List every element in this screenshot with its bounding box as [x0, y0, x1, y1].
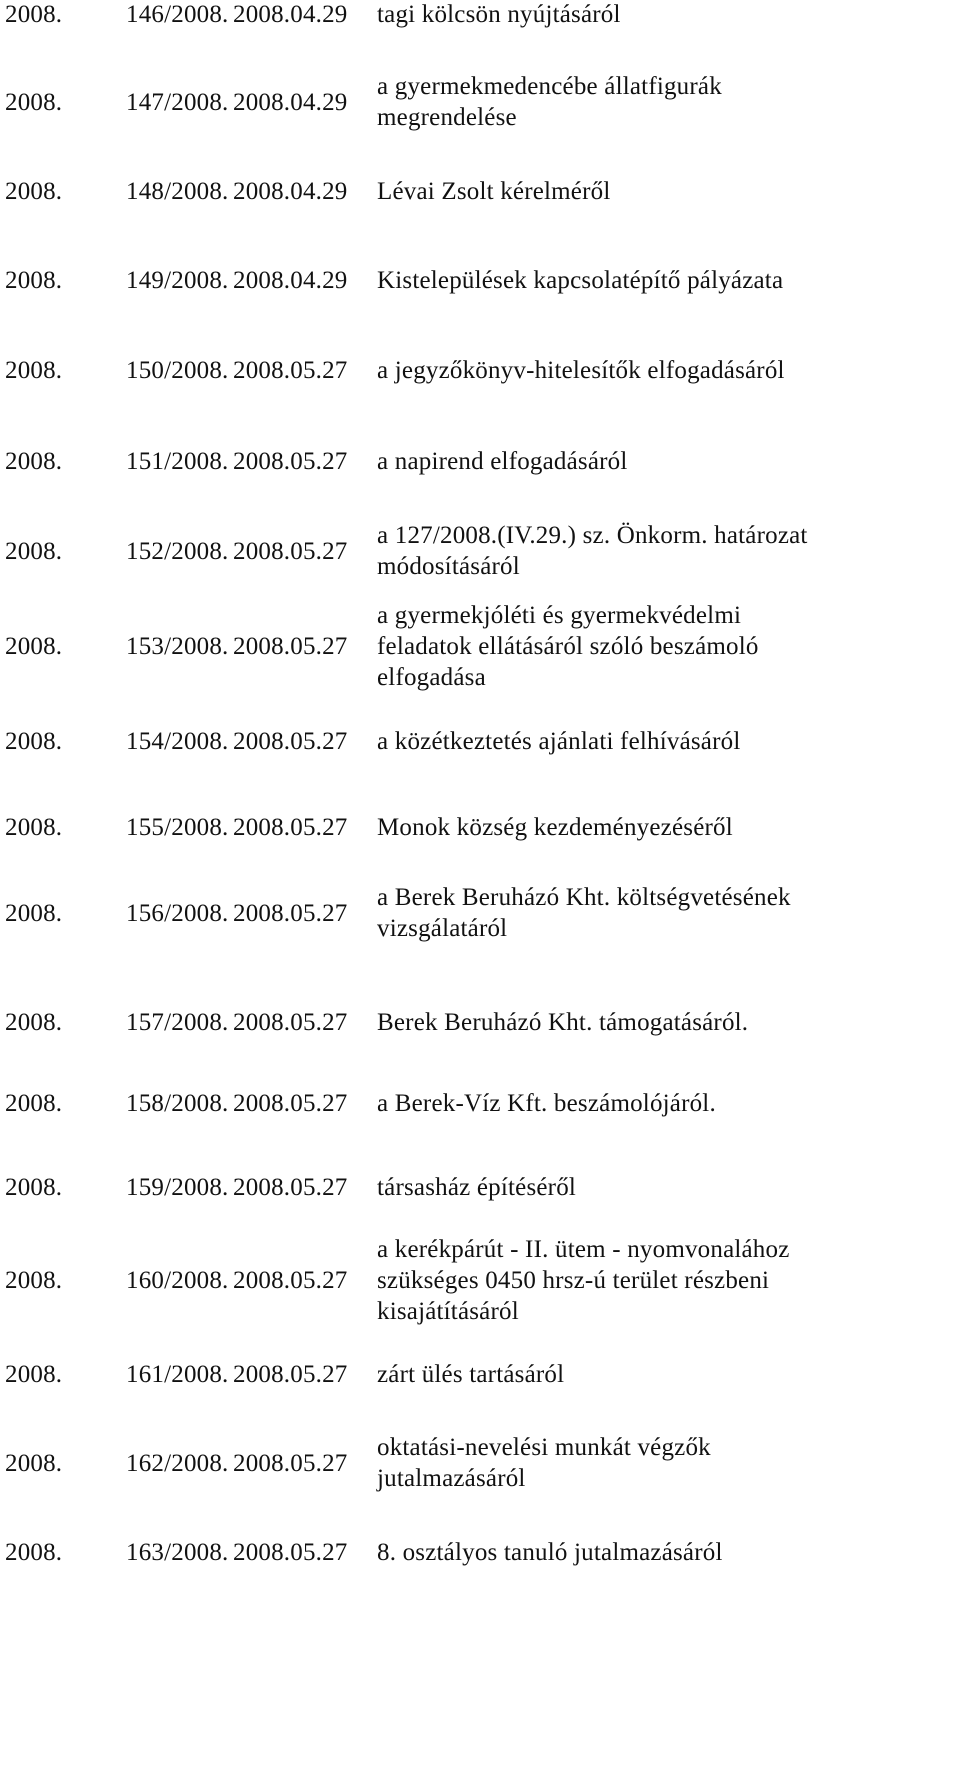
resolution-number: 146/2008.	[126, 0, 229, 28]
resolution-title-line: Monok község kezdeményezéséről	[377, 813, 733, 841]
resolution-date: 2008.05.27	[233, 899, 348, 927]
resolution-title-line: oktatási-nevelési munkát végzők	[377, 1434, 711, 1461]
resolution-title-line: a Berek Beruházó Kht. költségvetésének	[377, 884, 791, 911]
resolution-date: 2008.05.27	[233, 1449, 348, 1477]
resolution-number: 149/2008.	[126, 266, 229, 294]
resolution-title-line: tagi kölcsön nyújtásáról	[377, 0, 621, 28]
resolution-title	[377, 265, 957, 296]
resolution-number: 159/2008.	[126, 1173, 229, 1201]
resolution-year: 2008.	[5, 1360, 63, 1388]
resolution-year: 2008.	[5, 632, 63, 660]
resolution-date: 2008.05.27	[233, 1173, 348, 1201]
resolution-date: 2008.04.29	[233, 266, 348, 294]
resolution-year: 2008.	[5, 727, 63, 755]
resolution-title-line: vizsgálatáról	[377, 915, 508, 942]
resolution-title	[377, 1172, 957, 1203]
resolution-year: 2008.	[5, 1449, 63, 1477]
resolution-year: 2008.	[5, 266, 63, 294]
resolution-title-line: 8. osztályos tanuló jutalmazásáról	[377, 1538, 723, 1566]
resolution-date: 2008.05.27	[233, 356, 348, 384]
resolution-year: 2008.	[5, 1008, 63, 1036]
resolution-year: 2008.	[5, 1173, 63, 1201]
resolution-year: 2008.	[5, 88, 63, 116]
resolution-title-line: zárt ülés tartásáról	[377, 1360, 565, 1388]
resolution-year: 2008.	[5, 447, 63, 475]
resolution-number: 147/2008.	[126, 88, 229, 116]
resolution-title-line: a kerékpárút - II. ütem - nyomvonalához	[377, 1235, 790, 1263]
resolution-title-line: a napirend elfogadásáról	[377, 447, 628, 475]
resolution-title-line: jutalmazásáról	[377, 1465, 526, 1492]
resolution-title	[377, 446, 957, 477]
resolution-title-line: kisajátításáról	[377, 1297, 519, 1325]
resolution-title-line: Lévai Zsolt kérelméről	[377, 177, 611, 205]
resolution-title	[377, 1359, 957, 1390]
resolution-date: 2008.05.27	[233, 447, 348, 475]
resolution-date: 2008.05.27	[233, 1538, 348, 1566]
resolution-title	[377, 176, 957, 207]
resolution-title-line: Berek Beruházó Kht. támogatásáról.	[377, 1008, 749, 1036]
resolution-number: 158/2008.	[126, 1089, 229, 1117]
resolution-title-line: módosításáról	[377, 553, 520, 580]
resolution-number: 157/2008.	[126, 1008, 229, 1036]
resolution-title	[377, 0, 957, 30]
resolution-title-line: szükséges 0450 hrsz-ú terület részbeni	[377, 1266, 770, 1294]
resolution-number: 156/2008.	[126, 899, 229, 927]
resolution-title-line: a 127/2008.(IV.29.) sz. Önkorm. határozat	[377, 522, 808, 549]
resolution-year: 2008.	[5, 1538, 63, 1566]
resolution-title	[377, 812, 957, 843]
resolution-year: 2008.	[5, 813, 63, 841]
resolution-title	[377, 355, 957, 386]
resolution-title	[377, 1234, 957, 1327]
resolution-title	[377, 71, 957, 133]
resolution-title	[377, 1432, 957, 1494]
resolution-title-line: társasház építéséről	[377, 1173, 577, 1201]
resolution-date: 2008.05.27	[233, 1360, 348, 1388]
resolution-date: 2008.04.29	[233, 0, 348, 28]
resolution-year: 2008.	[5, 1089, 63, 1117]
resolution-year: 2008.	[5, 1266, 63, 1294]
resolution-title-line: elfogadása	[377, 663, 486, 691]
resolution-number: 152/2008.	[126, 537, 229, 565]
resolution-title-line: a gyermekmedencébe állatfigurák	[377, 73, 722, 100]
resolution-date: 2008.05.27	[233, 727, 348, 755]
resolution-title	[377, 520, 957, 582]
resolution-title	[377, 1088, 957, 1119]
resolution-title-line: feladatok ellátásáról szóló beszámoló	[377, 632, 759, 660]
resolution-date: 2008.05.27	[233, 1266, 348, 1294]
resolution-date: 2008.05.27	[233, 1008, 348, 1036]
resolution-title	[377, 600, 957, 693]
resolution-title-line: a jegyzőkönyv-hitelesítők elfogadásáról	[377, 356, 785, 384]
resolution-year: 2008.	[5, 0, 63, 28]
resolution-title	[377, 882, 957, 944]
resolution-date: 2008.05.27	[233, 813, 348, 841]
resolution-title-line: Kistelepülések kapcsolatépítő pályázata	[377, 266, 784, 294]
resolution-date: 2008.05.27	[233, 1089, 348, 1117]
resolution-title	[377, 726, 957, 757]
resolution-number: 153/2008.	[126, 632, 229, 660]
resolution-title-line: a közétkeztetés ajánlati felhívásáról	[377, 727, 741, 755]
resolution-number: 151/2008.	[126, 447, 229, 475]
resolution-year: 2008.	[5, 899, 63, 927]
resolution-number: 154/2008.	[126, 727, 229, 755]
resolution-title	[377, 1007, 957, 1038]
resolution-number: 162/2008.	[126, 1449, 229, 1477]
resolution-year: 2008.	[5, 537, 63, 565]
resolution-number: 160/2008.	[126, 1266, 229, 1294]
resolution-title-line: a Berek-Víz Kft. beszámolójáról.	[377, 1089, 716, 1117]
resolution-number: 155/2008.	[126, 813, 229, 841]
resolution-date: 2008.04.29	[233, 88, 348, 116]
resolution-year: 2008.	[5, 177, 63, 205]
resolution-number: 161/2008.	[126, 1360, 229, 1388]
resolution-title-line: megrendelése	[377, 104, 517, 131]
resolution-year: 2008.	[5, 356, 63, 384]
resolution-number: 163/2008.	[126, 1538, 229, 1566]
resolution-title-line: a gyermekjóléti és gyermekvédelmi	[377, 601, 742, 629]
resolution-date: 2008.04.29	[233, 177, 348, 205]
resolution-title	[377, 1537, 957, 1568]
resolution-number: 148/2008.	[126, 177, 229, 205]
resolution-date: 2008.05.27	[233, 537, 348, 565]
resolution-date: 2008.05.27	[233, 632, 348, 660]
resolution-number: 150/2008.	[126, 356, 229, 384]
